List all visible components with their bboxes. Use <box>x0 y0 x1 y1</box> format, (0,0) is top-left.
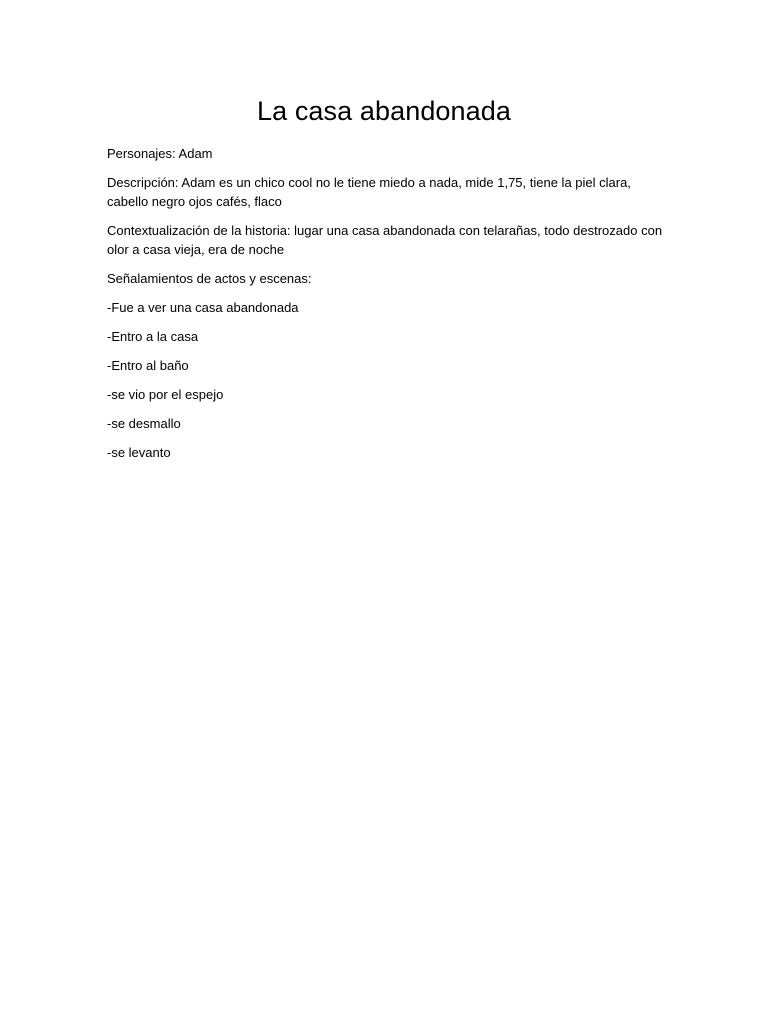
scene-item: -se desmallo <box>107 416 181 431</box>
document-title: La casa abandonada <box>256 96 512 126</box>
acts-heading: Señalamientos de actos y escenas: <box>107 271 312 286</box>
scene-item: -Entro al baño <box>107 358 189 373</box>
scene-item: -se vio por el espejo <box>107 387 224 402</box>
document-body <box>107 144 667 472</box>
context-paragraph: Contextualización de la historia: lugar una casa abandonada con telarañas, todo destrozado con olor a casa vieja, era de noche <box>107 223 663 257</box>
description-paragraph: Descripción: Adam es un chico cool no le tiene miedo a nada, mide 1,75, tiene la piel clara, cabello negro ojos cafés, flaco <box>107 175 631 209</box>
scene-item: -Entro a la casa <box>107 329 199 344</box>
scene-item: -Fue a ver una casa abandonada <box>107 300 299 315</box>
scene-item: -se levanto <box>107 445 171 460</box>
characters-line: Personajes: Adam <box>107 146 213 161</box>
